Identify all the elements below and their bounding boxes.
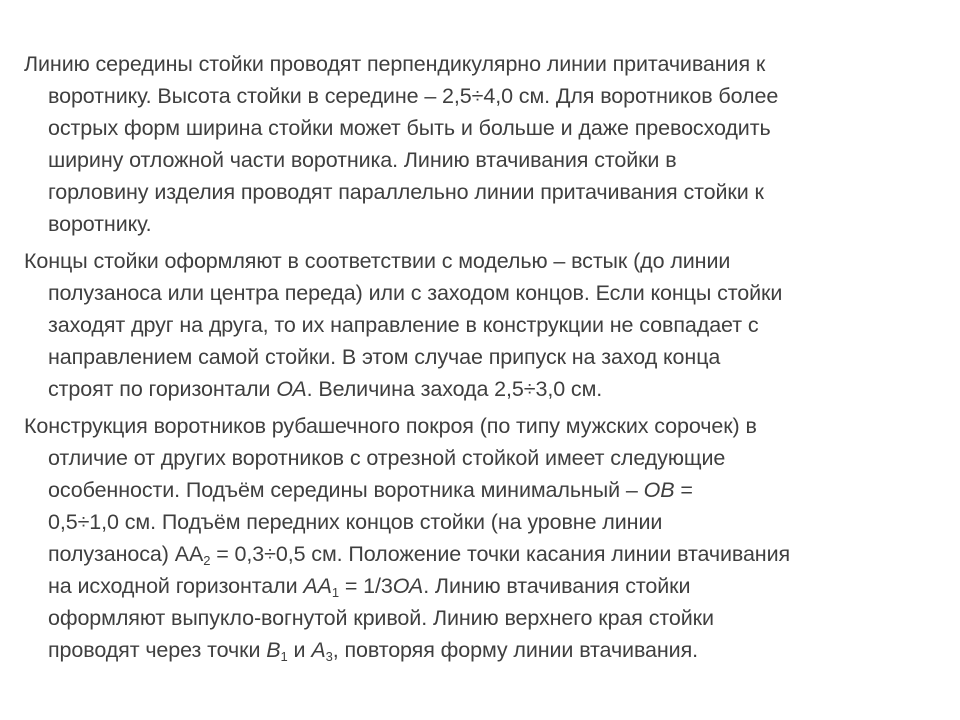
text-line-composite: [24, 373, 930, 405]
text-line: 0,5÷1,0 см. Подъём передних концов стойки (на уровне линии: [48, 510, 663, 534]
subscript: 1: [331, 585, 339, 600]
text-run: особенности. Подъём середины воротника минимальный –: [48, 478, 644, 502]
text-run: строят по горизонтали: [48, 377, 277, 401]
text-line: воротнику.: [48, 212, 152, 236]
text-run: =: [674, 478, 693, 502]
text-line: воротнику. Высота стойки в середине – 2,5÷4,0 см. Для воротников более: [48, 84, 779, 108]
italic-term: АА: [303, 574, 332, 598]
text-run: проводят через точки: [48, 638, 267, 662]
text-line: отличие от других воротников с отрезной стойкой имеет следующие: [48, 446, 726, 470]
paragraph-2: [24, 245, 930, 405]
italic-term: ОА: [276, 377, 307, 401]
text-line: Конструкция воротников рубашечного покроя (по типу мужских сорочек) в: [24, 414, 757, 438]
text-line: ширину отложной части воротника. Линию втачивания стойки в: [48, 148, 677, 172]
text-line: заходят друг на друга, то их направление в конструкции не совпадает с: [48, 313, 759, 337]
italic-term: В: [266, 638, 281, 662]
text-line-composite: [24, 570, 930, 602]
italic-term: ОА: [392, 574, 424, 598]
text-line: направлением самой стойки. В этом случае припуск на заход конца: [48, 345, 721, 369]
text-run: . Линию втачивания стойки: [423, 574, 691, 598]
text-run: = 1/3: [338, 574, 393, 598]
text-run: полузаноса) АА: [48, 542, 204, 566]
text-line-composite: [24, 538, 930, 570]
italic-term: А: [311, 638, 326, 662]
text-run: . Величина захода 2,5÷3,0 см.: [306, 377, 603, 401]
text-run: = 0,3÷0,5 см. Положение точки касания линии втачивания: [210, 542, 791, 566]
italic-term: ОВ: [643, 478, 675, 502]
subscript: 1: [280, 649, 288, 664]
subscript: 3: [325, 649, 333, 664]
text-run: , повторяя форму линии втачивания.: [332, 638, 698, 662]
text-line: острых форм ширина стойки может быть и больше и даже превосходить: [48, 116, 771, 140]
text-line: горловину изделия проводят параллельно линии притачивания стойки к: [48, 180, 764, 204]
paragraph-3: [24, 410, 930, 666]
text-run: на исходной горизонтали: [48, 574, 304, 598]
text-line-composite: [24, 474, 930, 506]
subscript: 2: [203, 553, 211, 568]
text-line: Концы стойки оформляют в соответствии с моделью – встык (до линии: [24, 249, 731, 273]
text-body: [24, 48, 930, 671]
text-run: и: [287, 638, 312, 662]
text-line-composite: [24, 634, 930, 666]
paragraph-1: [24, 48, 930, 240]
text-line: Линию середины стойки проводят перпендикулярно линии притачивания к: [24, 52, 766, 76]
text-line: оформляют выпукло-вогнутой кривой. Линию верхнего края стойки: [48, 606, 714, 630]
text-line: полузаноса или центра переда) или с заходом концов. Если концы стойки: [48, 281, 783, 305]
